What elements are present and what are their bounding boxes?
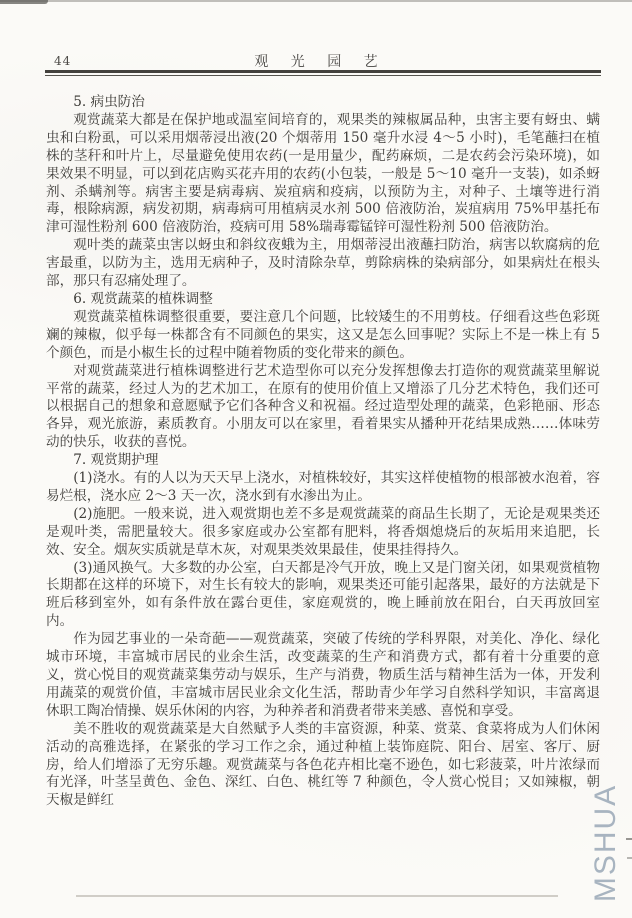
section-heading: 6. 观赏蔬菜的植株调整 <box>73 290 213 307</box>
header-rule-thick <box>45 70 601 73</box>
header-double-rule <box>45 70 601 76</box>
paragraph: (2)施肥。一般来说，进入观赏期也差不多是观赏蔬菜的商品生长期了，无论是观果类还是观叶类，需肥量较大。很多家庭或办公室都有肥料，将香烟熄烧后的灰垢用来追肥，长效、安全。烟灰实质就是草木灰，对观果类效果最佳，使果挂得持久。 <box>46 505 600 558</box>
scan-artifact-right-tick <box>627 857 632 859</box>
paragraph: 对观赏蔬菜进行植株调整进行艺术造型你可以充分发挥想像去打造你的观赏蔬菜里解说平常的蔬菜，经过人为的艺术加工，在原有的使用价值上又增添了几分艺术特色，我们还可以根据自己的想象和意愿赋予它们各种含义和祝福。经过造型处理的蔬菜，色彩艳丽、形态各异，观光旅游，素质教育。小朋友可以在家里，看着果实从播种开花结果成熟……体味劳动的快乐，收获的喜悦。 <box>46 362 600 451</box>
paragraph: 观赏蔬菜植株调整很重要，要注意几个问题，比较矮生的不用剪枝。仔细看这些色彩斑斓的辣椒，似乎每一株都含有不同颜色的果实，这又是怎么回事呢？实际上不是一株上有 5 个颜色，而是小椒生长的过程中随着物质的变化带来的颜色。 <box>46 308 600 361</box>
paragraph: 美不胜收的观赏蔬菜是大自然赋予人类的丰富资源，种菜、赏菜、食菜将成为人们休闲活动的高雅选择，在紧张的学习工作之余，通过种植上装饰庭院、阳台、居室、客厅、厨房，给人们增添了无穷乐趣。观赏蔬菜与各色花卉相比毫不逊色，如七彩菠菜，叶片浓绿而有光泽，叶茎呈黄色、金色、深红、白色、桃红等 7 种颜色，令人赏心悦目；又如辣椒，朝天椒是鲜红 <box>46 720 600 809</box>
scan-artifact-top-corner <box>0 0 48 4</box>
paragraph: 观叶类的蔬菜虫害以蚜虫和斜纹夜蛾为主，用烟蒂浸出液蘸扫防治，病害以软腐病的危害最重，以防为主，选用无病种子，及时清除杂草，剪除病株的染病部分，如果病灶在根头部，那只有忍痛处理了。 <box>46 237 600 290</box>
paragraph: 观赏蔬菜大都是在保护地或温室间培育的，观果类的辣椒属品种，虫害主要有蚜虫、螨虫和白粉虱，可以采用烟蒂浸出液(20 个烟蒂用 150 毫升水浸 4～5 小时)，毛笔蘸扫在植株的茎秆和叶片上，尽量避免使用农药(一是用量少，配药麻烦，二是农药会污染环境)，如果效果不明显，可以到花店购买花卉用的农药(小包装，一般是 5～10 毫升一支装)，如杀蚜剂、杀螨剂等。病害主要是病毒病、炭疽病和疫病，以预防为主，对种子、土壤等进行消毒，根除病源，病发初期，病毒病可用植病灵水剂 500 倍液防治，炭疽病用 75%甲基托布津可湿性粉剂 600 倍液防治，疫病可用 58%瑞毒霉锰锌可湿性粉剂 500 倍液防治。 <box>46 111 600 236</box>
header-rule-thin <box>45 75 601 76</box>
scan-artifact-top-edge <box>0 0 632 2</box>
section-heading: 5. 病虫防治 <box>73 94 145 110</box>
watermark: MSHUA <box>589 783 622 903</box>
section-heading: 7. 观赏期护理 <box>73 452 159 469</box>
running-header-title: 观 光 园 艺 <box>254 54 387 70</box>
paragraph: 作为园艺事业的一朵奇葩——观赏蔬菜，突破了传统的学科界限，对美化、净化、绿化城市环境，丰富城市居民的业余生活，改变蔬菜的生产和消费方式，都有着十分重要的意义，赏心悦目的观赏蔬菜集劳动与娱乐，生产与消费，物质生活与精神生活为一体，开发利用蔬菜的观赏价值，丰富城市居民业余文化生活，帮助青少年学习自然科学知识，丰富离退休职工陶冶情操、娱乐休闲的内容，为种养者和消费者带来美感、喜悦和享受。 <box>46 631 600 719</box>
scan-artifact-bottom-edge <box>76 895 558 897</box>
paragraph: (1)浇水。有的人以为天天早上浇水，对植株较好，其实这样使植物的根部被水泡着，容易烂根，浇水应 2～3 天一次，浇水到有水渗出为止。 <box>46 470 600 504</box>
paragraph: (3)通风换气。大多数的办公室，白天都是冷气开放，晚上又是门窗关闭，如果观赏植物长期都在这样的环境下，对生长有较大的影响，观果类还可能引起落果，最好的方法就是下班后移到室外，如有条件放在露台更佳，家庭观赏的，晚上睡前放在阳台，白天再放回室内。 <box>46 559 600 630</box>
page-number: 44 <box>54 54 72 68</box>
text-blocks <box>46 94 600 810</box>
scan-artifact-right-tick <box>626 838 632 840</box>
